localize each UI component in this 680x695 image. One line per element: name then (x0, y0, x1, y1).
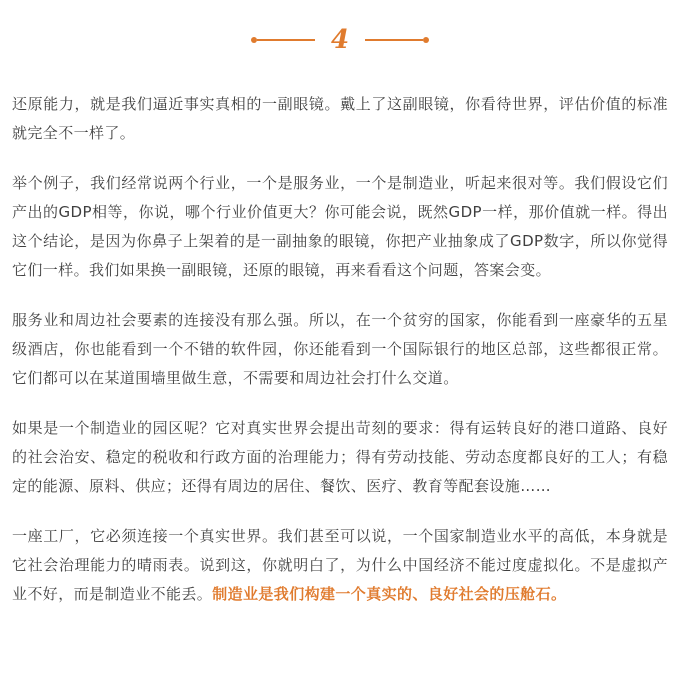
ornament-line (257, 39, 315, 41)
paragraph-5-text: 一座工厂，它必须连接一个真实世界。我们甚至可以说，一个国家制造业水平的高低，本身就是它社会治理能力的晴雨表。说到这，你就明白了，为什么中国经济不能过度虚拟化。不是虚拟产业不好，而是制造业不能丢。 (12, 527, 668, 603)
paragraph-4: 如果是一个制造业的园区呢？它对真实世界会提出苛刻的要求：得有运转良好的港口道路、良好的社会治安、稳定的税收和行政方面的治理能力；得有劳动技能、劳动态度都良好的工人；有稳定的能源、原料、供应；还得有周边的居住、餐饮、医疗、教育等配套设施…… (12, 419, 668, 495)
paragraph-2: 举个例子，我们经常说两个行业，一个是服务业，一个是制造业，听起来很对等。我们假设它们产出的GDP相等，你说，哪个行业价值更大？你可能会说，既然GDP一样，那价值就一样。得出这个结论，是因为你鼻子上架着的是一副抽象的眼镜，你把产业抽象成了GDP数字，所以你觉得它们一样。我们如果换一副眼镜，还原的眼镜，再来看看这个问题，答案会变。 (12, 174, 668, 279)
ornament-dot (423, 37, 429, 43)
ornament-line (365, 39, 423, 41)
article-body (12, 90, 668, 630)
paragraph-1: 还原能力，就是我们逼近事实真相的一副眼镜。戴上了这副眼镜，你看待世界，评估价值的标准就完全不一样了。 (12, 95, 668, 142)
section-header (0, 26, 680, 54)
divider-ornament-left (251, 37, 315, 43)
highlighted-conclusion: 制造业是我们构建一个真实的、良好社会的压舱石。 (212, 585, 567, 603)
paragraph-5 (12, 522, 668, 609)
divider-ornament-right (365, 37, 429, 43)
paragraph-3: 服务业和周边社会要素的连接没有那么强。所以，在一个贫穷的国家，你能看到一座豪华的五星级酒店，你也能看到一个不错的软件园，你还能看到一个国际银行的地区总部，这些都很正常。它们都可以在某道围墙里做生意，不需要和周边社会打什么交道。 (12, 311, 668, 387)
section-number: 4 (330, 25, 350, 55)
